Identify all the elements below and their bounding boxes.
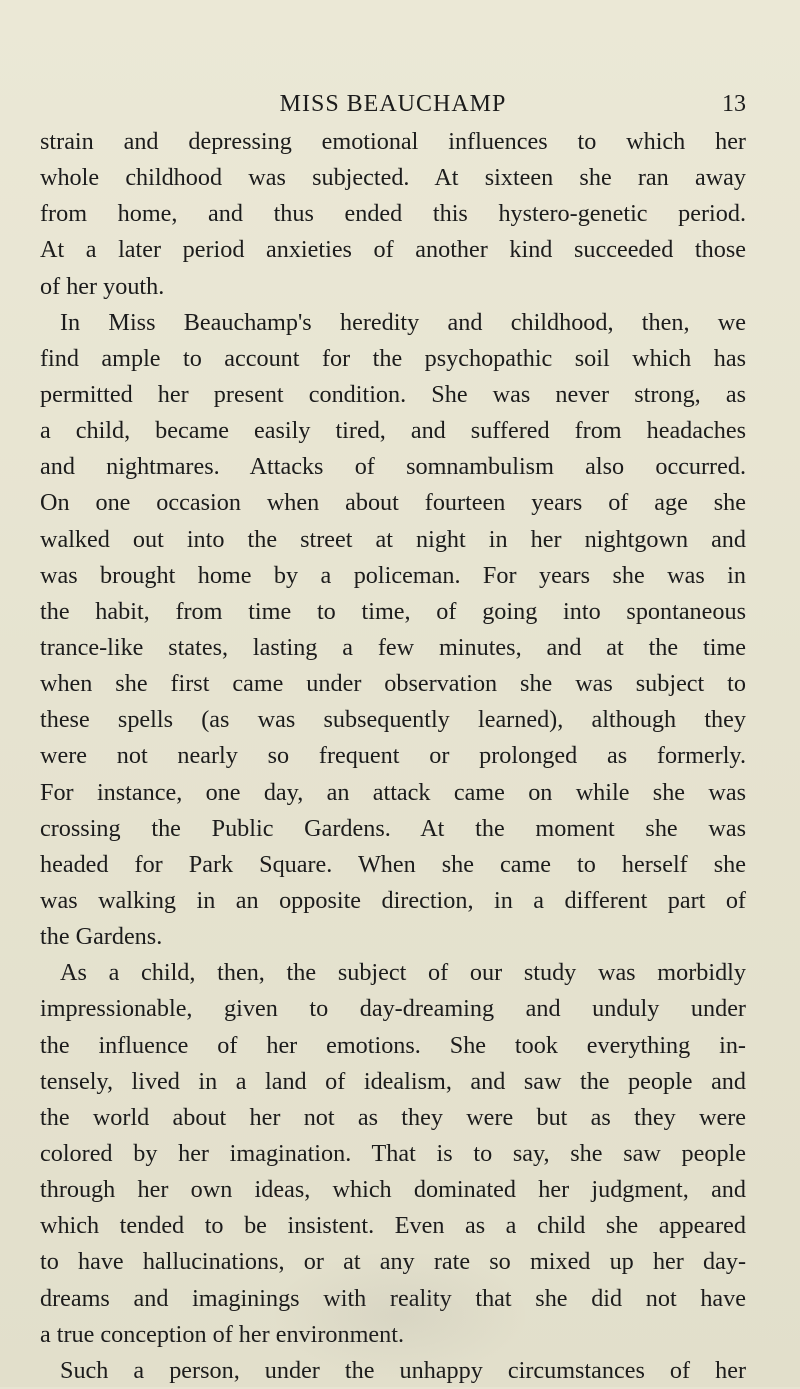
- running-title: MISS BEAUCHAMP: [279, 91, 507, 117]
- text-line: was walking in an opposite direction, in a different part of: [40, 886, 746, 914]
- running-header: [40, 86, 746, 122]
- text-line: a true conception of her environment.: [40, 1320, 405, 1348]
- page-number: 13: [722, 91, 746, 117]
- text-line: strain and depressing emotional influences to which her: [40, 128, 746, 155]
- text-line: For instance, one day, an attack came on while she was: [40, 778, 746, 806]
- text-line: At a later period anxieties of another kind succeeded those: [40, 236, 746, 264]
- text-line: which tended to be insistent. Even as a child she appeared: [40, 1212, 746, 1240]
- text-line: whole childhood was subjected. At sixteen she ran away: [40, 164, 746, 192]
- text-line: and nightmares. Attacks of somnambulism also occurred.: [40, 453, 746, 481]
- text-line: from home, and thus ended this hystero-genetic period.: [40, 200, 746, 228]
- text-line: crossing the Public Gardens. At the moment she was: [40, 814, 746, 842]
- text-line: a child, became easily tired, and suffered from headaches: [40, 417, 746, 445]
- text-line: walked out into the street at night in her nightgown and: [40, 525, 746, 553]
- text-line: the world about her not as they were but as they were: [40, 1103, 746, 1131]
- text-line: headed for Park Square. When she came to herself she: [40, 850, 746, 878]
- text-line: tensely, lived in a land of idealism, and saw the people and: [40, 1067, 746, 1095]
- text-line: were not nearly so frequent or prolonged as formerly.: [40, 742, 746, 770]
- text-line: impressionable, given to day-dreaming and unduly under: [40, 995, 746, 1023]
- text-line: dreams and imaginings with reality that she did not have: [40, 1284, 746, 1312]
- text-line: On one occasion when about fourteen years of age she: [40, 489, 746, 517]
- text-line: the Gardens.: [40, 923, 163, 951]
- text-line: of her youth.: [40, 272, 165, 300]
- text-line: to have hallucinations, or at any rate so mixed up her day-: [40, 1248, 746, 1276]
- text-line: colored by her imagination. That is to say, she saw people: [40, 1139, 746, 1167]
- text-line: these spells (as was subsequently learned), although they: [40, 706, 746, 734]
- text-line: the influence of her emotions. She took everything in-: [40, 1031, 746, 1059]
- text-line: trance-like states, lasting a few minutes, and at the time: [40, 633, 746, 661]
- paper-show-through-mark: [270, 1250, 530, 1380]
- text-line: was brought home by a policeman. For years she was in: [40, 561, 746, 589]
- paragraph-start-line: In Miss Beauchamp's heredity and childhood, then, we: [60, 308, 746, 336]
- paragraph-start-line: As a child, then, the subject of our study was morbidly: [60, 959, 746, 987]
- paragraph-start-line: Such a person, under the unhappy circumstances of her: [60, 1356, 746, 1384]
- text-line: the habit, from time to time, of going into spontaneous: [40, 597, 746, 625]
- text-line: permitted her present condition. She was never strong, as: [40, 380, 746, 408]
- text-line: find ample to account for the psychopathic soil which has: [40, 344, 746, 372]
- text-line: when she first came under observation she was subject to: [40, 670, 746, 698]
- body-text: [40, 124, 746, 1389]
- text-line: through her own ideas, which dominated her judgment, and: [40, 1176, 746, 1204]
